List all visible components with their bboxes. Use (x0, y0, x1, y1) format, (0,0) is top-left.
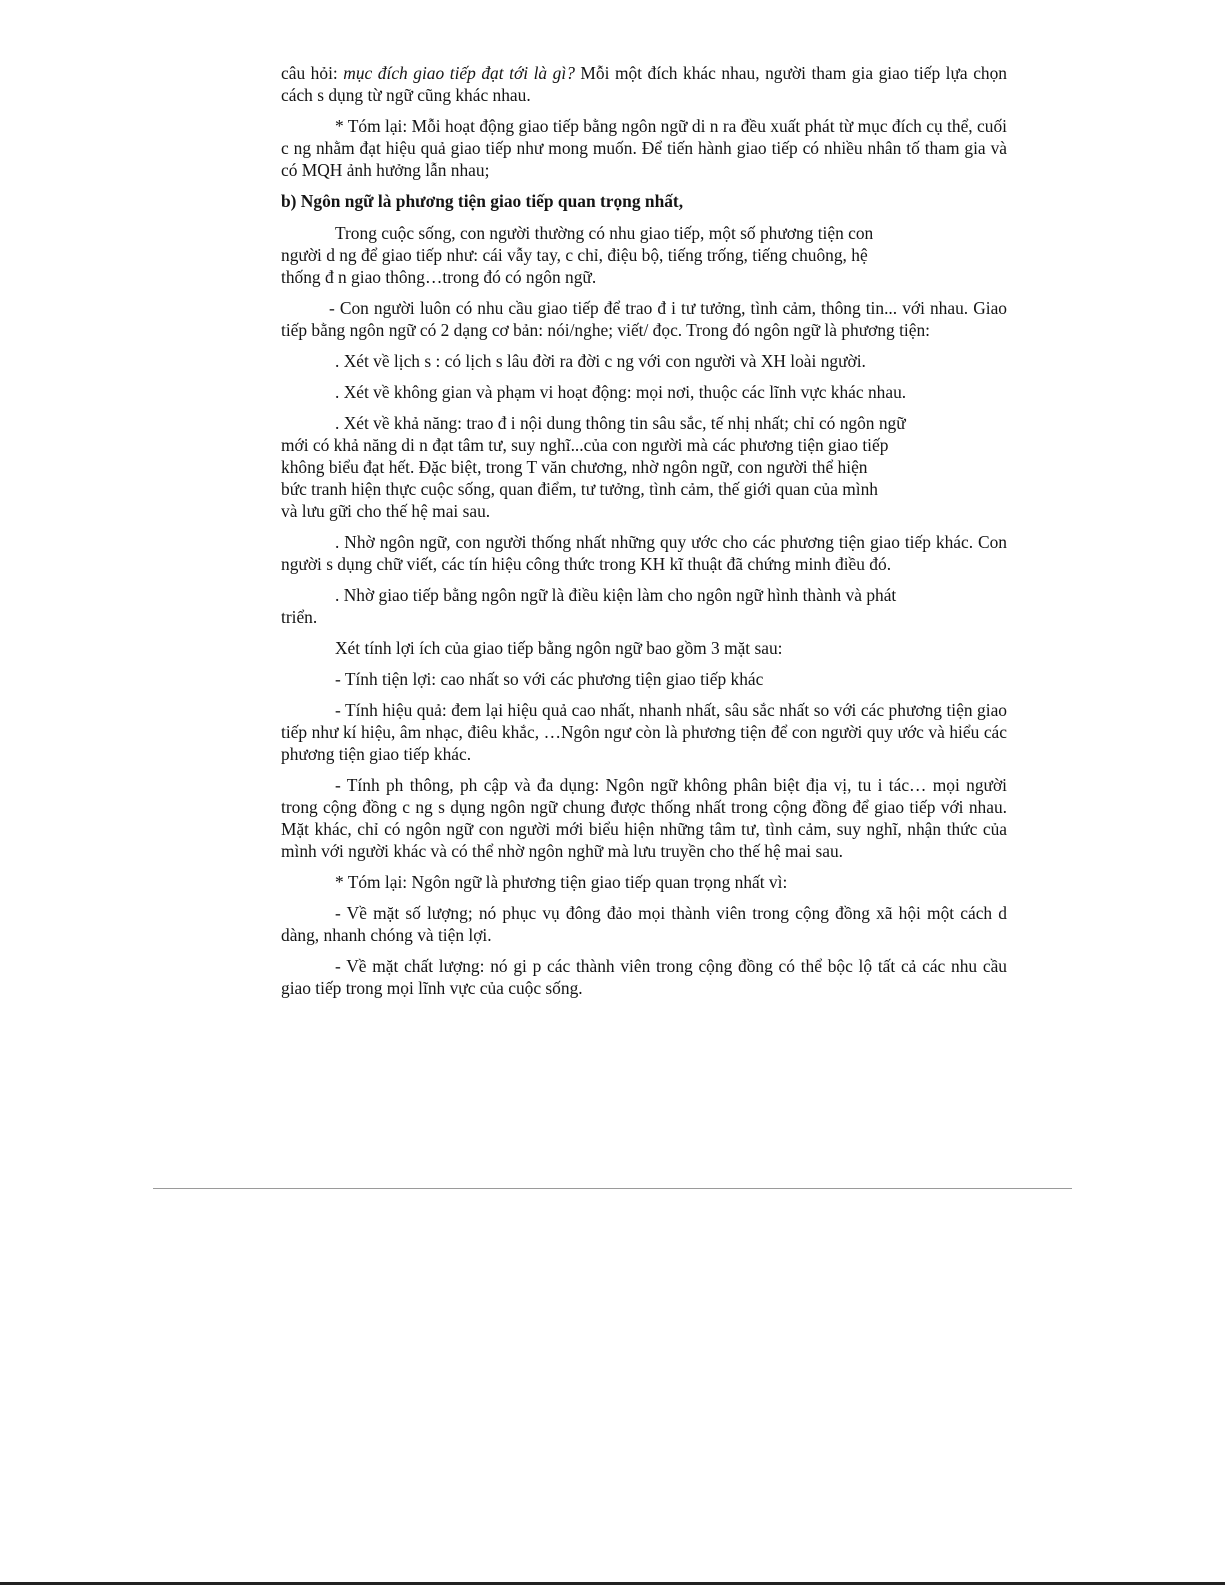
line: bức tranh hiện thực cuộc sống, quan điểm, tư tưởng, tình cảm, thế giới quan của mình (281, 479, 879, 499)
dash-quantity: - Về mặt số lượng; nó phục vụ đông đảo mọi thành viên trong cộng đồng xã hội một cách d dàng, nhanh chóng và tiện lợi. (281, 903, 1007, 945)
line: . Xét về khả năng: trao đ i nội dung thông tin sâu sắc, tế nhị nhất; chỉ có ngôn ngữ (335, 413, 906, 433)
text-suffix: Mỗi một đích khác nhau, người tham gia giao tiếp lựa chọn cách s dụng từ ngữ cũng khác nhau. (281, 63, 1007, 105)
bullet-development (281, 584, 1007, 628)
section-heading-b: b) Ngôn ngữ là phương tiện giao tiếp quan trọng nhất, (281, 191, 684, 211)
text-prefix: câu hỏi: (281, 63, 344, 83)
bullet-conventions: . Nhờ ngôn ngữ, con người thống nhất những quy ước cho các phương tiện giao tiếp khác. Con người s dụng chữ viết, các tín hiệu công thức trong KH kĩ thuật đã chứng minh điều đó. (281, 532, 1007, 574)
line: người d ng để giao tiếp như: cái vẫy tay, c chỉ, điệu bộ, tiếng trống, tiếng chuông, hệ (281, 245, 868, 265)
paragraph-benefits-intro: Xét tính lợi ích của giao tiếp bằng ngôn ngữ bao gồm 3 mặt sau: (335, 638, 783, 658)
line: và lưu gữi cho thế hệ mai sau. (281, 501, 491, 521)
paragraph-summary-2: * Tóm lại: Ngôn ngữ là phương tiện giao tiếp quan trọng nhất vì: (335, 872, 788, 892)
document-body (281, 62, 1007, 999)
line: . Nhờ giao tiếp bằng ngôn ngữ là điều kiện làm cho ngôn ngữ hình thành và phát (335, 585, 897, 605)
page-separator-line (153, 1188, 1072, 1189)
bullet-space-scope: . Xét về không gian và phạm vi hoạt động: mọi nơi, thuộc các lĩnh vực khác nhau. (335, 382, 907, 402)
italic-question: mục đích giao tiếp đạt tới là gì? (343, 63, 575, 83)
bullet-capability (281, 412, 1007, 522)
bullet-history: . Xét về lịch s : có lịch s lâu đời ra đời c ng với con người và XH loài người. (335, 351, 866, 371)
paragraph-purpose-question (281, 62, 1007, 106)
paragraph-communication-needs: - Con người luôn có nhu cầu giao tiếp để trao đ i tư tưởng, tình cảm, thông tin... với nhau. Giao tiếp bằng ngôn ngữ có 2 dạng cơ bản: nói/nghe; viết/ đọc. Trong đó ngôn ngữ là phương tiện: (281, 298, 1007, 340)
line: Trong cuộc sống, con người thường có nhu giao tiếp, một số phương tiện con (335, 223, 874, 243)
dash-quality: - Về mặt chất lượng: nó gi p các thành viên trong cộng đồng có thể bộc lộ tất cả các nhu cầu giao tiếp trong mọi lĩnh vực của cuộc sống. (281, 956, 1007, 998)
dash-effectiveness: - Tính hiệu quả: đem lại hiệu quả cao nhất, nhanh nhất, sâu sắc nhất so với các phương tiện giao tiếp như kí hiệu, âm nhạc, điêu khắc, …Ngôn ngư còn là phương tiện để con người quy ước và hiểu các phương tiện giao tiếp khác. (281, 700, 1007, 764)
line: triển. (281, 607, 318, 627)
line: không biểu đạt hết. Đặc biệt, trong T văn chương, nhờ ngôn ngữ, con người thể hiện (281, 457, 868, 477)
line: thống đ n giao thông…trong đó có ngôn ngữ. (281, 267, 597, 287)
paragraph-summary-1: * Tóm lại: Mỗi hoạt động giao tiếp bằng ngôn ngữ di n ra đều xuất phát từ mục đích cụ thể, cuối c ng nhằm đạt hiệu quả giao tiếp như mong muốn. Để tiến hành giao tiếp có nhiều nhân tố tham gia và có MQH ảnh hưởng lẫn nhau; (281, 116, 1007, 180)
paragraph-daily-life (281, 222, 1007, 288)
dash-universality: - Tính ph thông, ph cập và đa dụng: Ngôn ngữ không phân biệt địa vị, tu i tác… mọi người trong cộng đồng c ng s dụng ngôn ngữ chung được thống nhất trong cộng đồng để giao tiếp với nhau. Mặt khác, chỉ có ngôn ngữ con người mới biểu hiện những tâm tư, tình cảm, suy nghĩ, nhận thức của mình với người khác và có thể nhờ ngôn nghữ mà lưu truyền cho thế hệ mai sau. (281, 775, 1007, 861)
dash-convenience: - Tính tiện lợi: cao nhất so với các phương tiện giao tiếp khác (335, 669, 764, 689)
line: mới có khả năng di n đạt tâm tư, suy nghĩ...của con người mà các phương tiện giao tiếp (281, 435, 889, 455)
